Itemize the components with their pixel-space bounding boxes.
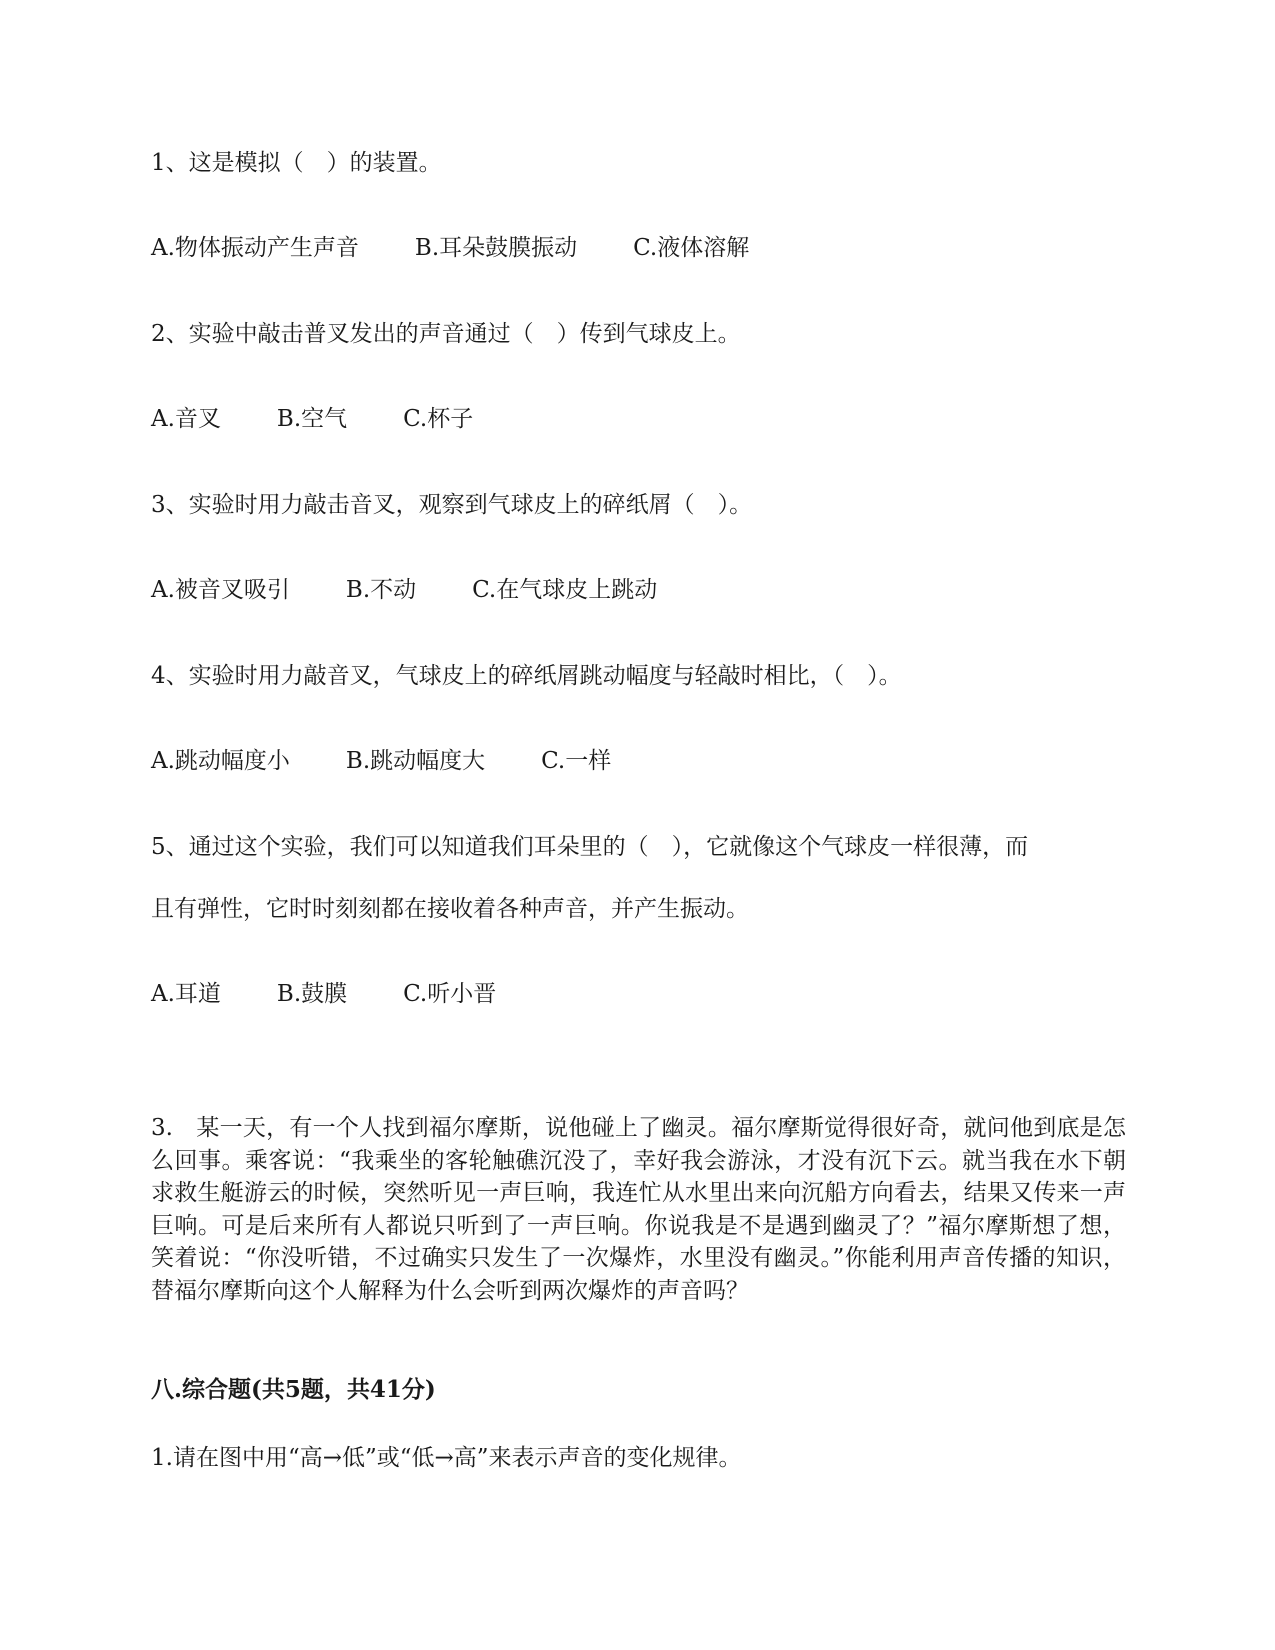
question-2-option-c: C.杯子 (403, 406, 474, 432)
question-5-options (151, 979, 496, 1009)
question-5-option-b: B.鼓膜 (276, 981, 348, 1007)
question-5-option-a: A.耳道 (151, 981, 221, 1007)
question-1-option-b: B.耳朵鼓膜振动 (414, 235, 578, 261)
section-heading: 八.综合题(共5题，共41分) (151, 1376, 436, 1403)
question-1-option-c: C.液体溶解 (633, 235, 750, 261)
question-4-options (151, 746, 611, 776)
question-2-options (151, 404, 473, 434)
question-4-option-c: C.一样 (541, 748, 612, 774)
story-question: 3. 某一天，有一个人找到福尔摩斯，说他碰上了幽灵。福尔摩斯觉得很好奇，就问他到底是怎么回事。乘客说：“我乘坐的客轮触礁沉没了，幸好我会游泳，才没有沉下云。就当我在水下朝求救生艇游云的时候，突然听见一声巨响，我连忙从水里出来向沉船方向看去，结果又传来一声巨响。可是后来所有人都说只听到了一声巨响。你说我是不是遇到幽灵了？”福尔摩斯想了想，笑着说：“你没听错，不过确实只发生了一次爆炸，水里没有幽灵。”你能利用声音传播的知识，替福尔摩斯向这个人解释为什么会听到两次爆炸的声音吗？ (151, 1115, 1126, 1304)
comprehensive-question-1: 1.请在图中用“高→低”或“低→高”来表示声音的变化规律。 (151, 1445, 742, 1471)
question-1-option-a: A.物体振动产生声音 (151, 235, 359, 261)
question-5-option-c: C.听小晋 (403, 981, 497, 1007)
question-2-option-b: B.空气 (276, 406, 348, 432)
question-3-options (151, 575, 657, 605)
question-4-option-a: A.跳动幅度小 (151, 748, 290, 774)
question-5-stem-line-1: 5、通过这个实验，我们可以知道我们耳朵里的（ ），它就像这个气球皮一样很薄，而 (151, 834, 1029, 860)
question-5-stem-line-2: 且有弹性，它时时刻刻都在接收着各种声音，并产生振动。 (151, 896, 749, 922)
question-3-option-a: A.被音叉吸引 (151, 577, 290, 603)
question-1-stem: 1、这是模拟（ ）的装置。 (151, 150, 442, 176)
question-1-options (151, 233, 749, 263)
question-3-stem: 3、实验时用力敲击音叉，观察到气球皮上的碎纸屑（ ）。 (151, 492, 753, 518)
question-3-option-c: C.在气球皮上跳动 (472, 577, 658, 603)
question-2-option-a: A.音叉 (151, 406, 221, 432)
question-3-option-b: B.不动 (345, 577, 417, 603)
question-4-option-b: B.跳动幅度大 (345, 748, 486, 774)
question-2-stem: 2、实验中敲击普叉发出的声音通过（ ）传到气球皮上。 (151, 321, 741, 347)
question-4-stem: 4、实验时用力敲音叉，气球皮上的碎纸屑跳动幅度与轻敲时相比，（ ）。 (151, 663, 902, 689)
